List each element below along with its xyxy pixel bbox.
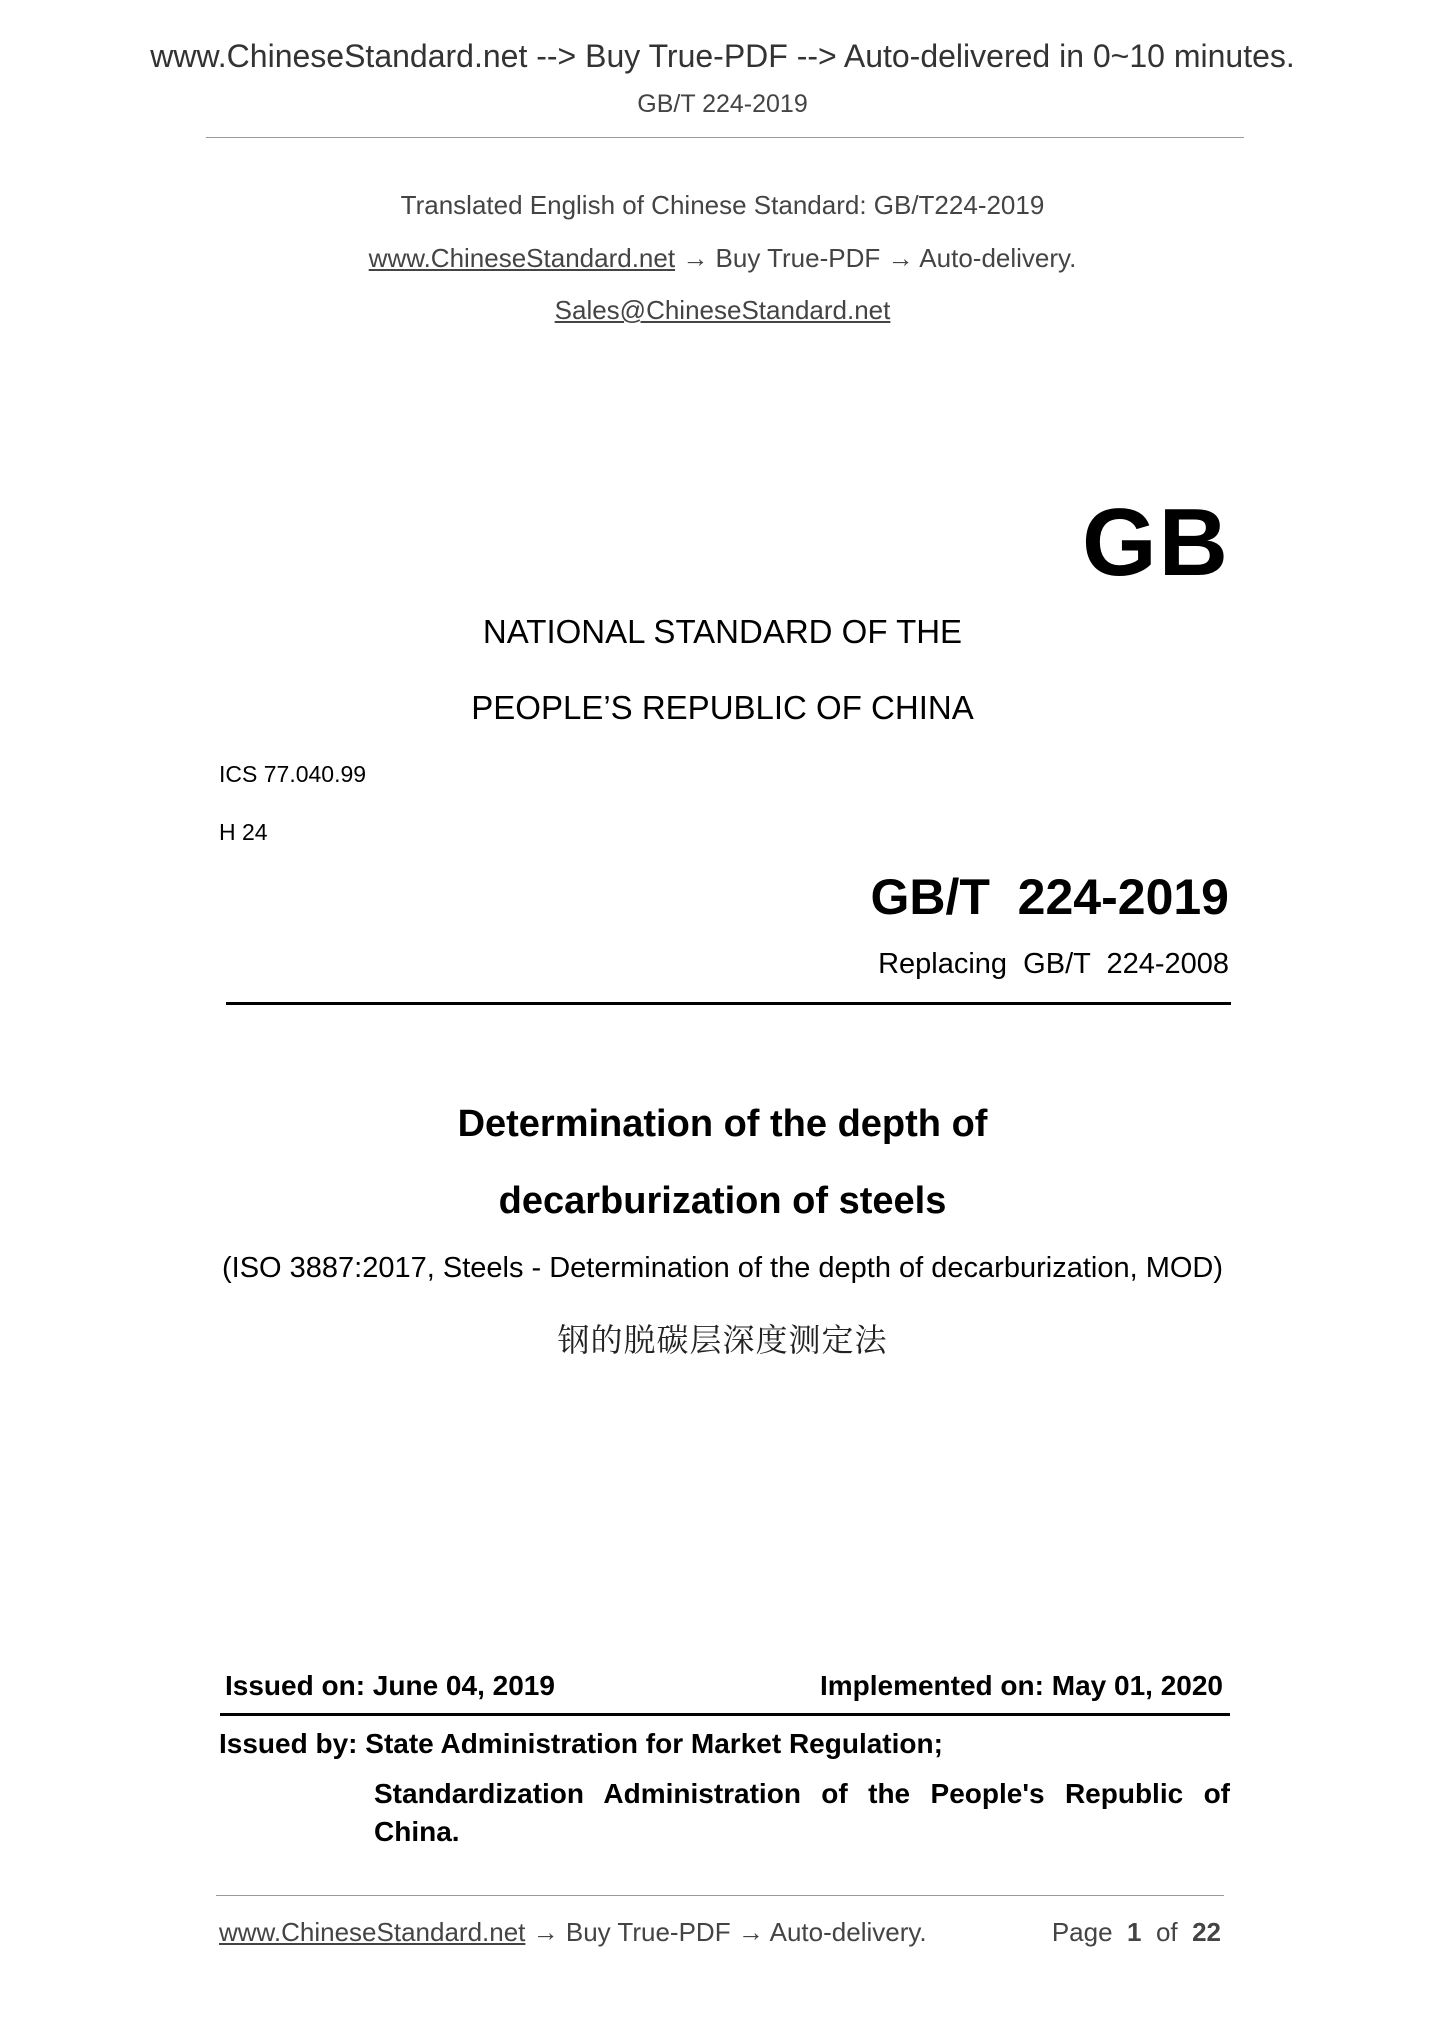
footer-site-link[interactable]: www.ChineseStandard.net — [219, 1917, 526, 1947]
header-banner: www.ChineseStandard.net --> Buy True-PDF --> Auto-delivered in 0~10 minutes. — [150, 38, 1295, 74]
site-link[interactable]: www.ChineseStandard.net — [368, 243, 676, 273]
standard-number: GB/T 224-2019 — [870, 869, 1229, 925]
header-divider — [206, 137, 1244, 138]
document-title-line1: Determination of the depth of — [457, 1103, 988, 1145]
implemented-on-date: Implemented on: May 01, 2020 — [819, 1670, 1223, 1701]
chinese-title: 钢的脱碳层深度测定法 — [557, 1321, 888, 1359]
footer-buy-text: Buy True-PDF — [565, 1917, 731, 1947]
email-link[interactable]: Sales@ChineseStandard.net — [554, 295, 891, 325]
arrow-icon: → — [737, 1917, 764, 1947]
intro-links — [0, 243, 1445, 274]
document-title-line2: decarburization of steels — [498, 1180, 947, 1222]
page-number: 1 — [1127, 1917, 1142, 1947]
footer-auto-text: Auto-delivery. — [769, 1917, 927, 1947]
footer-links — [219, 1917, 927, 1948]
translated-notice: Translated English of Chinese Standard: GB/T224-2019 — [400, 190, 1045, 220]
arrow-icon: → — [887, 243, 914, 273]
of-label: of — [1155, 1917, 1178, 1947]
arrow-icon: → — [532, 1917, 559, 1947]
page-total: 22 — [1192, 1917, 1221, 1947]
issued-by-second: Standardization Administration of the People's Republic of China. — [374, 1778, 1230, 1847]
header-standard-code: GB/T 224-2019 — [637, 90, 808, 118]
issued-by: Issued by: State Administration for Market Regulation; — [219, 1728, 943, 1759]
footer-divider — [216, 1895, 1224, 1896]
auto-delivery-text: Auto-delivery. — [919, 243, 1077, 273]
page-label: Page — [1051, 1917, 1113, 1947]
issue-divider — [220, 1713, 1230, 1716]
issued-on-date: Issued on: June 04, 2019 — [225, 1670, 555, 1701]
title-divider — [226, 1002, 1231, 1005]
national-standard-line2: PEOPLE’S REPUBLIC OF CHINA — [471, 689, 974, 726]
page-indicator — [1052, 1917, 1221, 1948]
buy-text: Buy True-PDF — [715, 243, 881, 273]
iso-reference: (ISO 3887:2017, Steels - Determination of the depth of decarburization, MOD) — [221, 1252, 1224, 1284]
h-code: H 24 — [219, 819, 268, 845]
ics-code: ICS 77.040.99 — [219, 761, 367, 787]
replacing-standard: Replacing GB/T 224-2008 — [878, 948, 1229, 980]
gb-logo: GB — [1082, 489, 1230, 596]
arrow-icon: → — [682, 243, 709, 273]
national-standard-line1: NATIONAL STANDARD OF THE — [482, 613, 963, 650]
email-row — [0, 295, 1445, 326]
